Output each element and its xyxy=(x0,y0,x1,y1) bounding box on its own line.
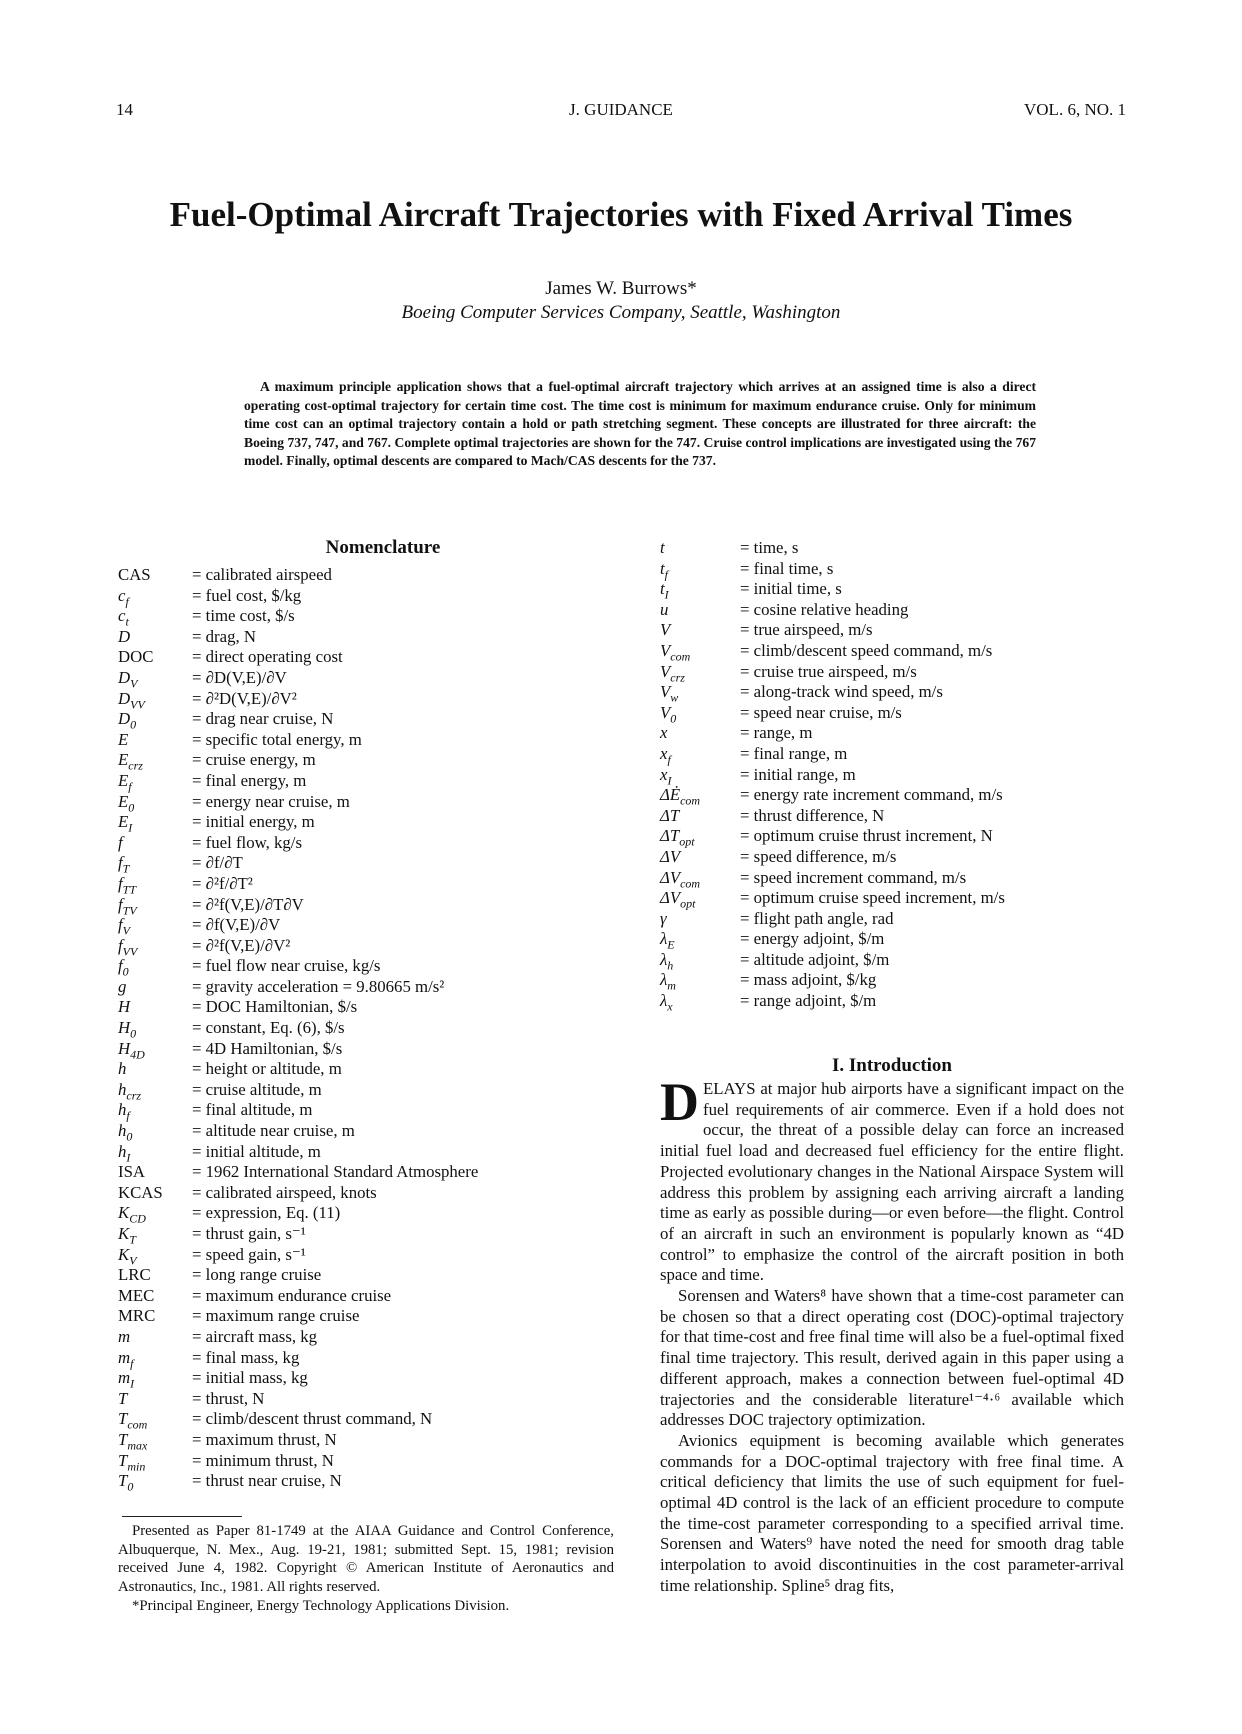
nomenclature-entry xyxy=(660,888,1005,909)
nomenclature-symbol: $V_0$ xyxy=(660,702,677,726)
nomenclature-symbol: $\Delta V_{opt}$ xyxy=(660,888,696,911)
section-heading-introduction: I. Introduction xyxy=(831,1055,952,1076)
nomenclature-definition: = maximum endurance cruise xyxy=(192,1285,392,1305)
nomenclature-entry xyxy=(118,730,478,751)
nomenclature-symbol: x xyxy=(660,723,668,743)
nomenclature-symbol: $\Delta T_{opt}$ xyxy=(660,826,695,849)
nomenclature-symbol: $H_0$ xyxy=(118,1018,137,1041)
volume-issue: VOL. 6, NO. 1 xyxy=(1024,100,1126,119)
running-head xyxy=(116,100,1126,124)
nomenclature-entry xyxy=(118,606,478,627)
nomenclature-definition: = time, s xyxy=(740,538,799,557)
nomenclature-entry xyxy=(660,723,1005,744)
nomenclature-definition: = altitude near cruise, m xyxy=(192,1121,355,1141)
nomenclature-definition: = thrust, N xyxy=(192,1388,265,1408)
nomenclature-entry xyxy=(660,909,1005,930)
nomenclature-definition: = optimum cruise thrust increment, N xyxy=(740,826,993,846)
nomenclature-definition: = energy adjoint, $/m xyxy=(740,929,885,949)
nomenclature-entry xyxy=(118,853,478,874)
nomenclature-entry xyxy=(118,895,478,916)
nomenclature-heading: Nomenclature xyxy=(325,537,441,558)
nomenclature-symbol: $E_{crz}$ xyxy=(118,750,143,773)
nomenclature-entry xyxy=(660,950,1005,971)
nomenclature-definition: = final range, m xyxy=(740,743,848,763)
nomenclature-definition: = final energy, m xyxy=(192,770,307,790)
nomenclature-entry xyxy=(660,682,1005,703)
nomenclature-entry xyxy=(660,826,1005,847)
nomenclature-symbol: $m_f$ xyxy=(118,1347,134,1370)
nomenclature-symbol: $x_f$ xyxy=(660,743,671,767)
nomenclature-symbol: $h_{crz}$ xyxy=(118,1079,142,1103)
nomenclature-symbol: $E_f$ xyxy=(118,770,132,794)
nomenclature-symbol: $\lambda_m$ xyxy=(660,970,676,993)
nomenclature-symbol: $f_{TT}$ xyxy=(118,873,137,897)
nomenclature-definition: = 4D Hamiltonian, $/s xyxy=(192,1038,343,1058)
nomenclature-definition: = long range cruise xyxy=(192,1265,322,1285)
nomenclature-entry xyxy=(118,647,478,668)
nomenclature-definition: = energy rate increment command, m/s xyxy=(740,785,1003,805)
nomenclature-symbol: $T_{min}$ xyxy=(118,1450,146,1473)
nomenclature-definition: = maximum range cruise xyxy=(192,1306,360,1326)
nomenclature-entry xyxy=(118,915,478,936)
nomenclature-definition: = DOC Hamiltonian, $/s xyxy=(192,997,358,1017)
nomenclature-definition: = ∂D(V,E)/∂V xyxy=(192,667,287,687)
nomenclature-symbol: $H_{4D}$ xyxy=(118,1038,145,1062)
nomenclature-definition: = range adjoint, $/m xyxy=(740,991,877,1011)
paper-title: Fuel-Optimal Aircraft Trajectories with Fixed Arrival Times xyxy=(169,195,1073,234)
nomenclature-symbol: CAS xyxy=(118,565,151,584)
nomenclature-definition: = along-track wind speed, m/s xyxy=(740,682,943,702)
nomenclature-entry xyxy=(660,600,1005,621)
nomenclature-symbol: $f_{VV}$ xyxy=(118,935,138,959)
nomenclature-symbol: $K_T$ xyxy=(118,1224,136,1247)
nomenclature-definition: = optimum cruise speed increment, m/s xyxy=(740,888,1005,908)
nomenclature-definition: = ∂²D(V,E)/∂V² xyxy=(192,688,297,708)
nomenclature-entry xyxy=(118,1018,478,1039)
nomenclature-definition: = ∂f/∂T xyxy=(192,853,243,873)
footnotes xyxy=(118,1522,614,1616)
nomenclature-entry xyxy=(118,1080,478,1101)
affiliation: Boeing Computer Services Company, Seattle, Washington xyxy=(401,302,841,323)
nomenclature-definition: = speed gain, s⁻¹ xyxy=(192,1244,306,1264)
nomenclature-definition: = initial range, m xyxy=(740,764,856,784)
nomenclature-entry xyxy=(118,1100,478,1121)
nomenclature-entry xyxy=(118,668,478,689)
nomenclature-symbol: h xyxy=(118,1059,127,1079)
nomenclature-symbol: $t_f$ xyxy=(660,558,669,581)
nomenclature-definition: = final mass, kg xyxy=(192,1347,300,1367)
nomenclature-symbol: γ xyxy=(660,908,667,928)
nomenclature-definition: = maximum thrust, N xyxy=(192,1429,337,1449)
nomenclature-entry xyxy=(118,1286,478,1307)
nomenclature-entry xyxy=(118,1224,478,1245)
nomenclature-right-column xyxy=(660,538,1005,1012)
nomenclature-symbol: DOC xyxy=(118,647,154,667)
nomenclature-entry xyxy=(118,1327,478,1348)
nomenclature-symbol: $\lambda_E$ xyxy=(660,929,675,952)
nomenclature-definition: = cruise energy, m xyxy=(192,750,316,770)
nomenclature-entry xyxy=(118,1039,478,1060)
nomenclature-definition: = altitude adjoint, $/m xyxy=(740,949,890,969)
nomenclature-entry xyxy=(118,565,478,586)
nomenclature-definition: = 1962 International Standard Atmosphere xyxy=(192,1162,479,1182)
nomenclature-definition: = true airspeed, m/s xyxy=(740,620,873,640)
nomenclature-entry xyxy=(118,1451,478,1472)
nomenclature-symbol: $D_0$ xyxy=(118,709,137,732)
nomenclature-definition: = speed near cruise, m/s xyxy=(740,702,902,722)
nomenclature-entry xyxy=(118,1409,478,1430)
nomenclature-entry xyxy=(118,627,478,648)
nomenclature-symbol: $f_T$ xyxy=(118,853,130,876)
nomenclature-definition: = cruise true airspeed, m/s xyxy=(740,661,917,681)
nomenclature-definition: = initial time, s xyxy=(740,579,842,599)
nomenclature-entry xyxy=(118,1430,478,1451)
nomenclature-symbol: ISA xyxy=(118,1162,146,1182)
nomenclature-symbol: KCAS xyxy=(118,1182,163,1202)
nomenclature-symbol: D xyxy=(118,626,131,646)
nomenclature-symbol: t xyxy=(660,538,665,557)
nomenclature-definition: = time cost, $/s xyxy=(192,606,295,626)
nomenclature-definition: = initial altitude, m xyxy=(192,1141,321,1161)
nomenclature-symbol: $V_w$ xyxy=(660,682,679,705)
nomenclature-symbol: g xyxy=(118,976,127,996)
nomenclature-entry xyxy=(118,1121,478,1142)
nomenclature-symbol: $\lambda_h$ xyxy=(660,949,674,973)
nomenclature-definition: = ∂²f(V,E)/∂V² xyxy=(192,935,291,955)
nomenclature-entry xyxy=(118,956,478,977)
nomenclature-symbol: $\lambda_x$ xyxy=(660,991,673,1014)
nomenclature-entry xyxy=(660,662,1005,683)
nomenclature-entry xyxy=(660,765,1005,786)
nomenclature-entry xyxy=(118,709,478,730)
nomenclature-definition: = mass adjoint, $/kg xyxy=(740,970,877,990)
nomenclature-symbol: E xyxy=(118,729,129,749)
nomenclature-symbol: $h_f$ xyxy=(118,1100,130,1123)
nomenclature-entry xyxy=(118,1162,478,1183)
nomenclature-entry xyxy=(118,1389,478,1410)
abstract: A maximum principle application shows that a fuel-optimal aircraft trajectory which arrives at an assigned time is also a direct operating cost-optimal trajectory for certain time cost. The time cost is minimum for maximum endurance cruise. Only for minimum time cost can an optimal trajectory contain a hold or path stretching segment. These concepts are illustrated for three aircraft: the Boeing 737, 747, and 767. Complete optimal trajectories are shown for the 747. Cruise control implications are investigated using the 767 model. Finally, optimal descents are compared to Mach/CAS descents for the 737. xyxy=(244,379,1036,469)
nomenclature-symbol: $h_I$ xyxy=(118,1141,131,1164)
nomenclature-symbol: $x_I$ xyxy=(660,764,672,787)
nomenclature-symbol: $\Delta V_{com}$ xyxy=(660,867,701,890)
nomenclature-definition: = final altitude, m xyxy=(192,1100,313,1120)
nomenclature-symbol: ΔV xyxy=(660,846,681,866)
nomenclature-symbol: $K_V$ xyxy=(118,1244,137,1267)
nomenclature-symbol: f xyxy=(118,832,123,852)
nomenclature-symbol: LRC xyxy=(118,1265,151,1285)
nomenclature-entry xyxy=(660,703,1005,724)
nomenclature-entry xyxy=(118,792,478,813)
nomenclature-definition: = gravity acceleration = 9.80665 m/s² xyxy=(192,976,445,996)
nomenclature-entry xyxy=(118,689,478,710)
nomenclature-definition: = specific total energy, m xyxy=(192,729,362,749)
nomenclature-entry xyxy=(118,1471,478,1492)
intro-paragraph-2: Sorensen and Waters⁸ have shown that a time-cost parameter can be chosen so that a direct operating cost (DOC)-optimal trajectory for that time-cost and free final time will also be a fuel-optimal fixed final time trajectory. This result, derived again in this paper using a different approach, makes a connection between fuel-optimal 4D trajectories and the considerable literature¹⁻⁴·⁶ available which addresses DOC trajectory optimization. xyxy=(660,1286,1124,1430)
nomenclature-definition: = calibrated airspeed, knots xyxy=(192,1182,377,1202)
nomenclature-entry xyxy=(118,874,478,895)
nomenclature-symbol: T xyxy=(118,1388,128,1408)
nomenclature-symbol: V xyxy=(660,620,671,640)
nomenclature-entry xyxy=(118,812,478,833)
nomenclature-definition: = ∂f(V,E)/∂V xyxy=(192,915,281,935)
nomenclature-symbol: m xyxy=(118,1326,131,1346)
nomenclature-definition: = thrust gain, s⁻¹ xyxy=(192,1224,306,1243)
nomenclature-symbol: $E_0$ xyxy=(118,791,135,814)
nomenclature-symbol: $c_f$ xyxy=(118,585,129,608)
nomenclature-entry xyxy=(118,833,478,854)
footnote-divider xyxy=(122,1516,242,1517)
nomenclature-entry xyxy=(118,1368,478,1389)
nomenclature-definition: = flight path angle, rad xyxy=(740,908,894,928)
nomenclature-definition: = energy near cruise, m xyxy=(192,791,350,811)
nomenclature-entry xyxy=(118,1245,478,1266)
author: James W. Burrows* xyxy=(545,278,697,299)
nomenclature-entry xyxy=(660,806,1005,827)
nomenclature-entry xyxy=(660,641,1005,662)
nomenclature-entry xyxy=(660,868,1005,889)
nomenclature-symbol: $D_V$ xyxy=(118,667,138,691)
nomenclature-left-column xyxy=(118,565,478,1492)
nomenclature-definition: = speed increment command, m/s xyxy=(740,867,967,887)
nomenclature-entry xyxy=(118,586,478,607)
nomenclature-definition: = initial energy, m xyxy=(192,812,315,832)
page-number: 14 xyxy=(116,100,133,119)
nomenclature-entry xyxy=(660,970,1005,991)
nomenclature-entry xyxy=(118,1203,478,1224)
nomenclature-entry xyxy=(118,1059,478,1080)
nomenclature-entry xyxy=(118,936,478,957)
nomenclature-definition: = drag, N xyxy=(192,626,256,646)
nomenclature-symbol: $f_{TV}$ xyxy=(118,894,137,917)
nomenclature-symbol: u xyxy=(660,599,669,619)
nomenclature-definition: = cosine relative heading xyxy=(740,599,909,619)
nomenclature-definition: = ∂²f/∂T² xyxy=(192,873,253,893)
nomenclature-symbol: $D_{VV}$ xyxy=(118,688,145,711)
nomenclature-entry xyxy=(118,1348,478,1369)
nomenclature-symbol: ΔT xyxy=(660,805,680,825)
nomenclature-definition: = cruise altitude, m xyxy=(192,1079,322,1099)
intro-paragraph-3: Avionics equipment is becoming available which generates commands for a DOC-optimal trajectory with free final time. A critical deficiency that limits the use of such equipment for fuel-optimal 4D control is the lack of an efficient procedure to compute the time-cost parameter corresponding to a specified arrival time. Sorensen and Waters⁹ have noted the need for smooth drag table interpolation to avoid discontinuities in the cost parameter-arrival time relationship. Spline⁵ drag fits, xyxy=(660,1430,1124,1595)
nomenclature-definition: = direct operating cost xyxy=(192,647,343,667)
nomenclature-entry xyxy=(660,559,1005,580)
nomenclature-symbol: $T_{com}$ xyxy=(118,1409,148,1432)
nomenclature-entry xyxy=(660,620,1005,641)
nomenclature-symbol: $V_{com}$ xyxy=(660,640,691,664)
nomenclature-entry xyxy=(660,991,1005,1012)
dropcap: D xyxy=(660,1072,699,1132)
nomenclature-symbol: $m_I$ xyxy=(118,1368,135,1391)
nomenclature-entry xyxy=(118,1183,478,1204)
nomenclature-entry xyxy=(118,997,478,1018)
intro-paragraph-1: DELAYS at major hub airports have a significant impact on the fuel requirements of air commerce. Even if a hold does not occur, the threat of a possible delay can force an increased initial fuel load and decreased fuel efficiency for the entire flight. Projected evolutionary changes in the National Airspace System will address this problem by assigning each arriving aircraft a landing time as early as possible during—or even before—the flight. Control of an aircraft in such an environment is popularly known as “4D control” to emphasize the control of the aircraft position in both space and time. xyxy=(660,1072,1124,1285)
nomenclature-entry xyxy=(118,977,478,998)
nomenclature-definition: = fuel cost, $/kg xyxy=(192,585,302,605)
nomenclature-symbol: $h_0$ xyxy=(118,1121,133,1144)
nomenclature-entry xyxy=(118,1265,478,1286)
nomenclature-symbol: H xyxy=(118,997,131,1017)
footnote-presented: Presented as Paper 81-1749 at the AIAA Guidance and Control Conference, Albuquerque, N. Mex., Aug. 19-21, 1981; submitted Sept. 15, 1981; revision received June 4, 1982. Copyright © American Institute of Aeronautics and Astronautics, Inc., 1981. All rights reserved. xyxy=(118,1523,614,1596)
nomenclature-symbol: $K_{CD}$ xyxy=(118,1203,146,1226)
nomenclature-entry xyxy=(660,579,1005,600)
nomenclature-definition: = fuel flow, kg/s xyxy=(192,832,302,852)
nomenclature-entry xyxy=(660,744,1005,765)
nomenclature-definition: = height or altitude, m xyxy=(192,1059,342,1079)
nomenclature-symbol: $T_0$ xyxy=(118,1471,134,1494)
nomenclature-symbol: $V_{crz}$ xyxy=(660,661,685,684)
nomenclature-entry xyxy=(660,847,1005,868)
nomenclature-definition: = calibrated airspeed xyxy=(192,565,332,584)
footnote-author: *Principal Engineer, Energy Technology Applications Division. xyxy=(132,1597,510,1614)
nomenclature-definition: = ∂²f(V,E)/∂T∂V xyxy=(192,894,304,914)
nomenclature-symbol: $\Delta Ė_{com}$ xyxy=(660,785,701,808)
nomenclature-entry xyxy=(660,785,1005,806)
nomenclature-definition: = thrust difference, N xyxy=(740,805,885,825)
journal-name: J. GUIDANCE xyxy=(569,100,673,119)
nomenclature-entry xyxy=(118,1306,478,1327)
nomenclature-definition: = speed difference, m/s xyxy=(740,846,897,866)
nomenclature-symbol: MRC xyxy=(118,1306,156,1326)
nomenclature-definition: = climb/descent thrust command, N xyxy=(192,1409,433,1429)
nomenclature-definition: = aircraft mass, kg xyxy=(192,1326,318,1346)
nomenclature-symbol: $f_V$ xyxy=(118,915,131,938)
nomenclature-symbol: $E_I$ xyxy=(118,812,133,835)
nomenclature-symbol: MEC xyxy=(118,1285,155,1305)
nomenclature-symbol: $f_0$ xyxy=(118,956,129,979)
nomenclature-entry xyxy=(660,929,1005,950)
nomenclature-symbol: $c_t$ xyxy=(118,606,129,629)
nomenclature-definition: = drag near cruise, N xyxy=(192,709,334,729)
nomenclature-definition: = fuel flow near cruise, kg/s xyxy=(192,956,381,976)
nomenclature-symbol: $T_{max}$ xyxy=(118,1429,148,1453)
nomenclature-definition: = climb/descent speed command, m/s xyxy=(740,640,993,660)
nomenclature-definition: = range, m xyxy=(740,723,813,743)
nomenclature-definition: = thrust near cruise, N xyxy=(192,1471,342,1491)
nomenclature-definition: = initial mass, kg xyxy=(192,1368,308,1388)
nomenclature-entry xyxy=(118,1142,478,1163)
nomenclature-entry xyxy=(118,771,478,792)
introduction-body xyxy=(660,1072,1124,1597)
nomenclature-definition: = expression, Eq. (11) xyxy=(192,1203,341,1223)
nomenclature-symbol: $t_I$ xyxy=(660,579,669,602)
nomenclature-definition: = final time, s xyxy=(740,558,834,578)
nomenclature-definition: = constant, Eq. (6), $/s xyxy=(192,1018,345,1038)
nomenclature-entry xyxy=(118,750,478,771)
nomenclature-entry xyxy=(660,538,1005,559)
nomenclature-definition: = minimum thrust, N xyxy=(192,1450,334,1470)
